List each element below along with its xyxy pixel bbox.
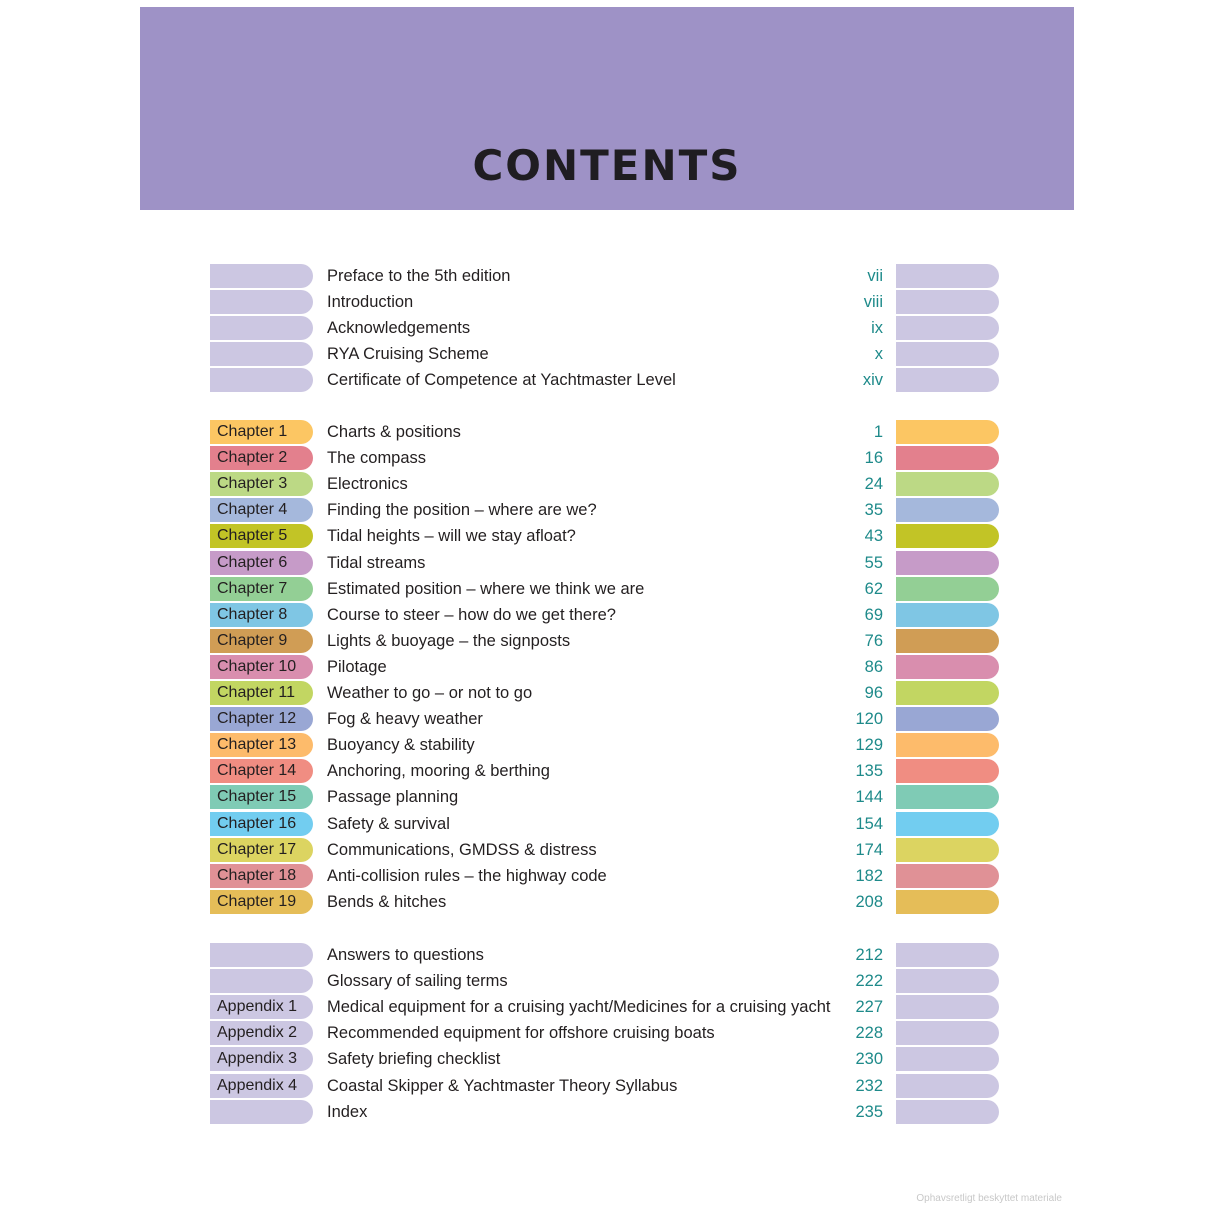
color-tab	[896, 707, 999, 731]
toc-row	[210, 681, 999, 705]
section-tab: Appendix 4	[210, 1074, 313, 1098]
color-tab	[896, 681, 999, 705]
section-tab: Chapter 11	[210, 681, 313, 705]
toc-row	[210, 707, 999, 731]
page-number: 43	[864, 527, 883, 545]
entry-title: Weather to go – or not to go	[327, 684, 533, 702]
entry-title: Safety briefing checklist	[327, 1050, 501, 1068]
page-number: 144	[855, 788, 883, 806]
section-tab: Chapter 17	[210, 838, 313, 862]
toc-row	[210, 943, 999, 967]
section-tab	[210, 290, 313, 314]
entry-title: Communications, GMDSS & distress	[327, 841, 597, 859]
toc-row	[210, 551, 999, 575]
toc-row	[210, 368, 999, 392]
entry-title: Fog & heavy weather	[327, 710, 483, 728]
page-title: CONTENTS	[472, 141, 742, 190]
section-tab: Chapter 5	[210, 524, 313, 548]
page-number: 1	[873, 423, 883, 441]
toc-row	[210, 524, 999, 548]
toc-row	[210, 1074, 999, 1098]
section-tab	[210, 342, 313, 366]
color-tab	[896, 838, 999, 862]
entry-title: Anti-collision rules – the highway code	[327, 867, 607, 885]
color-tab	[896, 498, 999, 522]
entry-title: Coastal Skipper & Yachtmaster Theory Syllabus	[327, 1077, 678, 1095]
entry-title: Preface to the 5th edition	[327, 267, 511, 285]
toc-row	[210, 1100, 999, 1124]
entry-title: Tidal heights – will we stay afloat?	[327, 527, 576, 545]
entry-title: Charts & positions	[327, 423, 461, 441]
section-tab: Chapter 14	[210, 759, 313, 783]
color-tab	[896, 524, 999, 548]
color-tab	[896, 629, 999, 653]
color-tab	[896, 551, 999, 575]
entry-title: Pilotage	[327, 658, 387, 676]
entry-title: Anchoring, mooring & berthing	[327, 762, 550, 780]
toc-row	[210, 838, 999, 862]
color-tab	[896, 420, 999, 444]
entry-title: Safety & survival	[327, 815, 450, 833]
section-tab: Chapter 19	[210, 890, 313, 914]
page-number: 35	[864, 501, 883, 519]
page-number: vii	[867, 267, 883, 285]
section-tab: Chapter 15	[210, 785, 313, 809]
toc-row	[210, 812, 999, 836]
page-number: 120	[855, 710, 883, 728]
header-banner	[140, 7, 1074, 210]
page-number: 222	[855, 972, 883, 990]
color-tab	[896, 733, 999, 757]
color-tab	[896, 1021, 999, 1045]
section-tab	[210, 943, 313, 967]
toc-row	[210, 316, 999, 340]
page-number: 154	[855, 815, 883, 833]
toc-row	[210, 1021, 999, 1045]
color-tab	[896, 1100, 999, 1124]
color-tab	[896, 264, 999, 288]
section-tab: Appendix 1	[210, 995, 313, 1019]
section-tab	[210, 969, 313, 993]
section-tab: Chapter 12	[210, 707, 313, 731]
entry-title: Electronics	[327, 475, 408, 493]
color-tab	[896, 577, 999, 601]
color-tab	[896, 655, 999, 679]
page-number: 16	[864, 449, 883, 467]
section-tab: Chapter 18	[210, 864, 313, 888]
toc-row	[210, 890, 999, 914]
section-tab	[210, 368, 313, 392]
color-tab	[896, 472, 999, 496]
entry-title: The compass	[327, 449, 427, 467]
toc-row	[210, 603, 999, 627]
page-number: 174	[855, 841, 883, 859]
page-number: 182	[855, 867, 883, 885]
section-tab: Chapter 6	[210, 551, 313, 575]
page-number: 55	[864, 554, 883, 572]
entry-title: Acknowledgements	[327, 319, 471, 337]
page-number: xiv	[862, 371, 883, 389]
entry-title: RYA Cruising Scheme	[327, 345, 489, 363]
page-number: 76	[864, 632, 883, 650]
page-number: 96	[864, 684, 883, 702]
page-number: 135	[855, 762, 883, 780]
page-number: x	[874, 345, 883, 363]
copyright-note: Ophavsretligt beskyttet materiale	[916, 1193, 1062, 1204]
toc-row	[210, 1047, 999, 1071]
entry-title: Lights & buoyage – the signposts	[327, 632, 571, 650]
color-tab	[896, 342, 999, 366]
color-tab	[896, 969, 999, 993]
page-number: viii	[863, 293, 883, 311]
color-tab	[896, 995, 999, 1019]
color-tab	[896, 759, 999, 783]
color-tab	[896, 446, 999, 470]
entry-title: Answers to questions	[327, 946, 484, 964]
page-number: 24	[864, 475, 883, 493]
entry-title: Passage planning	[327, 788, 459, 806]
toc-row	[210, 655, 999, 679]
toc-row	[210, 420, 999, 444]
color-tab	[896, 290, 999, 314]
toc-row	[210, 472, 999, 496]
color-tab	[896, 943, 999, 967]
page-number: 228	[855, 1024, 883, 1042]
page-number: 212	[855, 946, 883, 964]
entry-title: Index	[327, 1103, 368, 1121]
toc-row	[210, 785, 999, 809]
entry-title: Estimated position – where we think we are	[327, 580, 645, 598]
color-tab	[896, 785, 999, 809]
entry-title: Tidal streams	[327, 554, 426, 572]
entry-title: Medical equipment for a cruising yacht/Medicines for a cruising yacht	[327, 998, 831, 1016]
section-tab: Chapter 3	[210, 472, 313, 496]
page-number: 232	[855, 1077, 883, 1095]
entry-title: Finding the position – where are we?	[327, 501, 597, 519]
toc-row	[210, 446, 999, 470]
page-number: 227	[855, 998, 883, 1016]
section-tab: Chapter 2	[210, 446, 313, 470]
entry-title: Introduction	[327, 293, 414, 311]
color-tab	[896, 368, 999, 392]
page-number: 129	[855, 736, 883, 754]
entry-title: Glossary of sailing terms	[327, 972, 508, 990]
color-tab	[896, 812, 999, 836]
section-tab: Chapter 13	[210, 733, 313, 757]
page-number: 69	[864, 606, 883, 624]
color-tab	[896, 1074, 999, 1098]
page-number: 62	[864, 580, 883, 598]
section-tab: Chapter 8	[210, 603, 313, 627]
color-tab	[896, 1047, 999, 1071]
section-tab: Chapter 1	[210, 420, 313, 444]
section-tab: Appendix 2	[210, 1021, 313, 1045]
section-tab: Chapter 7	[210, 577, 313, 601]
toc-row	[210, 629, 999, 653]
page-number: 86	[864, 658, 883, 676]
page-number: 230	[855, 1050, 883, 1068]
section-tab: Appendix 3	[210, 1047, 313, 1071]
section-tab: Chapter 9	[210, 629, 313, 653]
entry-title: Certificate of Competence at Yachtmaster Level	[327, 371, 676, 389]
section-tab	[210, 316, 313, 340]
page-number: 235	[855, 1103, 883, 1121]
toc-row	[210, 864, 999, 888]
color-tab	[896, 316, 999, 340]
section-tab: Chapter 4	[210, 498, 313, 522]
entry-title: Bends & hitches	[327, 893, 447, 911]
section-tab	[210, 264, 313, 288]
color-tab	[896, 890, 999, 914]
section-tab	[210, 1100, 313, 1124]
toc-row	[210, 264, 999, 288]
entry-title: Buoyancy & stability	[327, 736, 475, 754]
toc-row	[210, 342, 999, 366]
color-tab	[896, 603, 999, 627]
toc-row	[210, 995, 999, 1019]
toc-row	[210, 290, 999, 314]
entry-title: Course to steer – how do we get there?	[327, 606, 616, 624]
toc-row	[210, 969, 999, 993]
toc-row	[210, 498, 999, 522]
section-tab: Chapter 10	[210, 655, 313, 679]
section-tab: Chapter 16	[210, 812, 313, 836]
page-number: ix	[871, 319, 883, 337]
entry-title: Recommended equipment for offshore cruising boats	[327, 1024, 715, 1042]
color-tab	[896, 864, 999, 888]
page-number: 208	[855, 893, 883, 911]
toc-row	[210, 759, 999, 783]
toc-row	[210, 577, 999, 601]
toc-row	[210, 733, 999, 757]
